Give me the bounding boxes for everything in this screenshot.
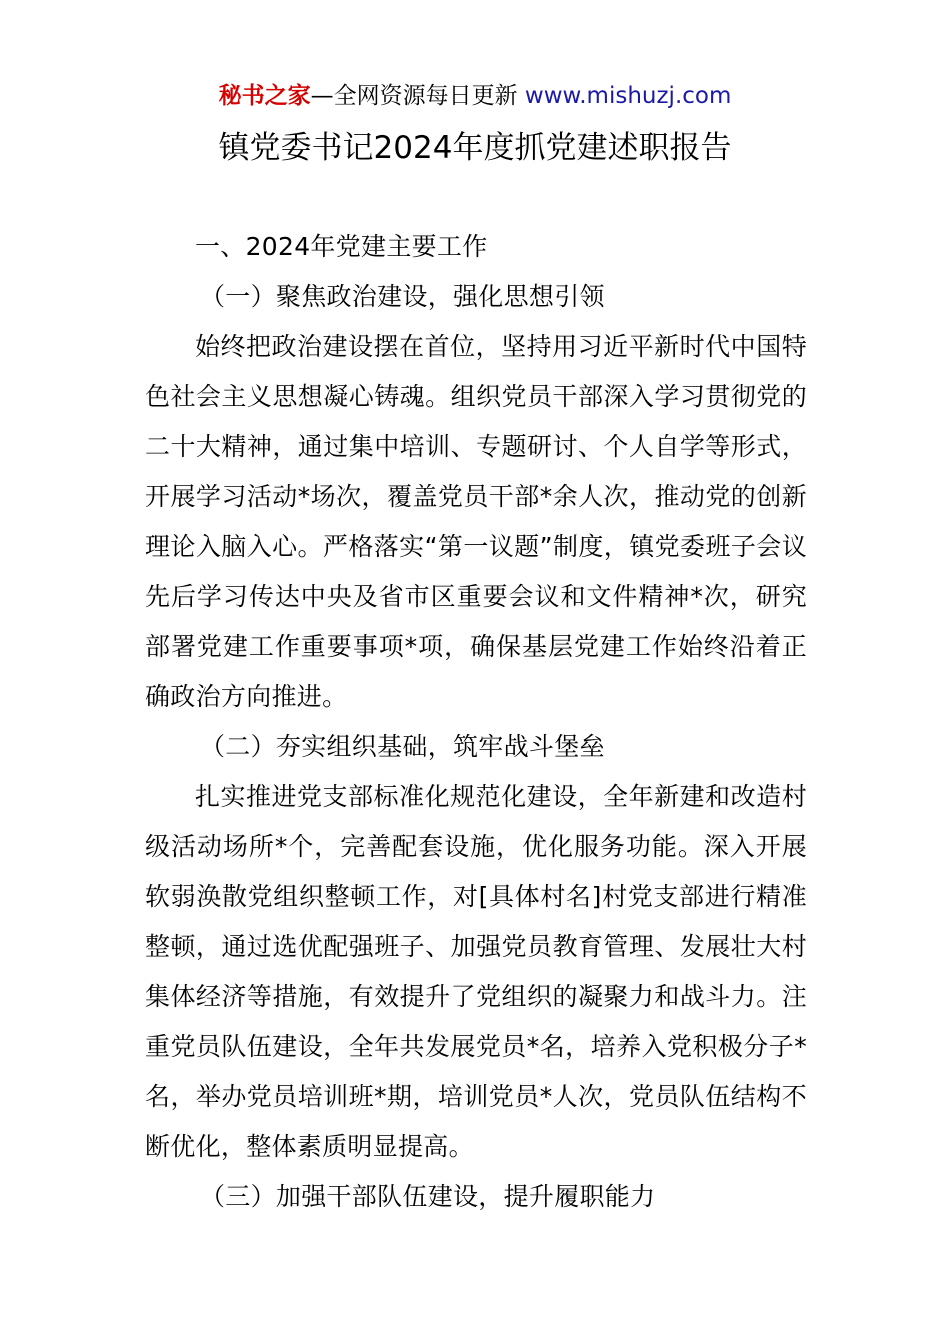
section-heading: 一、2024年党建主要工作 bbox=[195, 232, 488, 261]
subsection-heading: （三）加强干部队伍建设，提升履职能力 bbox=[200, 1182, 656, 1211]
body-paragraph: 扎实推进党支部标准化规范化建设，全年新建和改造村级活动场所*个，完善配套设施，优化服务功能。深入开展软弱涣散党组织整顿工作，对[具体村名]村党支部进行精准整顿，通过选优配强班子、加强党员教育管理、发展壮大村集体经济等措施，有效提升了党组织的凝聚力和战斗力。注重党员队伍建设，全年共发展党员*名，培养入党积极分子*名，举办党员培训班*期，培训党员*人次，党员队伍结构不断优化，整体素质明显提高。 bbox=[145, 782, 807, 1161]
document-body bbox=[145, 222, 807, 1222]
body-paragraph: 始终把政治建设摆在首位，坚持用习近平新时代中国特色社会主义思想凝心铸魂。组织党员干部深入学习贯彻党的二十大精神，通过集中培训、专题研讨、个人自学等形式，开展学习活动*场次，覆盖党员干部*余人次，推动党的创新理论入脑入心。严格落实“第一议题”制度，镇党委班子会议先后学习传达中央及省市区重要会议和文件精神*次，研究部署党建工作重要事项*项，确保基层党建工作始终沿着正确政治方向推进。 bbox=[145, 332, 807, 711]
subsection-heading: （一）聚焦政治建设，强化思想引领 bbox=[200, 282, 605, 311]
banner-tagline: —全网资源每日更新 bbox=[310, 83, 525, 109]
subsection-heading: （二）夯实组织基础，筑牢战斗堡垒 bbox=[200, 732, 605, 761]
banner-brand: 秘书之家 bbox=[218, 83, 311, 109]
document-title: 镇党委书记2024年度抓党建述职报告 bbox=[218, 130, 732, 166]
watermark-banner bbox=[0, 80, 950, 112]
banner-site-link[interactable]: www.mishuzj.com bbox=[524, 83, 732, 109]
